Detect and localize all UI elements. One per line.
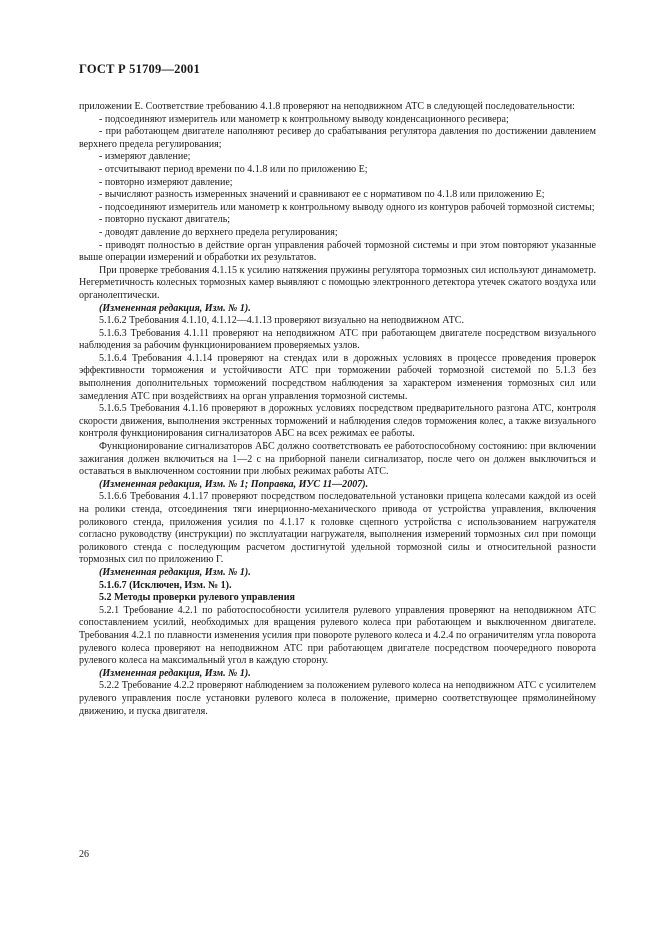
list-item: - измеряют давление; [99, 151, 191, 163]
page-header: ГОСТ Р 51709—2001 [79, 62, 200, 76]
page-number: 26 [79, 849, 89, 860]
paragraph: 5.1.6.6 Требования 4.1.17 проверяют посредством последовательной установки прицепа колесами каждой из осей на ролики стенда, отсоединения тяги инерционно-механического привода от устройства управления, включения роликового стенда, приложения усилия по 4.1.17 к головке сцепного устройства с использованием нагружателя согласно руководству (инструкции) по эксплуатации нагружателя, выполнения измерений тормозных сил при помощи роликового стенда с последующим расчетом достигнутой удельной тормозной силы и относительной разности тормозных сил по приложению Г. [79, 491, 596, 566]
paragraph: Функционирование сигнализаторов АБС должно соответствовать ее работоспособному состоянию: при включении зажигания должен включиться на 1—2 с на приборной панели сигнализатор, после чего он должен выключиться и оставаться в выключенном состоянии при любых режимах работы АТС. [79, 441, 596, 478]
list-item: - подсоединяют измеритель или манометр к контрольному выводу одного из контуров рабочей тормозной системы; [99, 201, 595, 213]
paragraph: 5.1.6.5 Требования 4.1.16 проверяют в дорожных условиях посредством предварительного разгона АТС, контроля скорости движения, выполнения экстренных торможений и наблюдения следов торможения колес, а также визуального контроля функционирования сигнализаторов АБС на всех режимах ее работы. [79, 403, 596, 440]
list-item: - приводят полностью в действие орган управления рабочей тормозной системы и при этом повторяют указанные выше операции измерений и обработки их результатов. [79, 239, 596, 264]
paragraph: 5.2.1 Требование 4.2.1 по работоспособности усилителя рулевого управления проверяют на неподвижном АТС сопоставлением усилий, необходимых для вращения рулевого колеса при работающем и выключенном двигателе. Требования 4.2.1 по плавности изменения усилия при повороте рулевого колеса и 4.2.4 по ограничителям угла поворота рулевого колеса проверяют на неподвижном АТС при работающем двигателе посредством поочередного поворота рулевого колеса на максимальный угол в каждую сторону. [79, 604, 596, 667]
list-item: - вычисляют разность измеренных значений и сравнивают ее с нормативом по 4.1.8 или приложению Е; [99, 189, 545, 201]
list-item: - отсчитывают период времени по 4.1.8 или по приложению Е; [99, 163, 368, 175]
list-item: - подсоединяют измеритель или манометр к контрольному выводу конденсационного ресивера; [99, 113, 509, 125]
list-item: - доводят давление до верхнего предела регулирования; [99, 226, 338, 238]
document-body [79, 101, 596, 718]
list-item: - повторно пускают двигатель; [99, 214, 231, 226]
list-item: - при работающем двигателе наполняют ресивер до срабатывания регулятора давления по достижении давлением верхнего предела регулирования; [79, 126, 596, 150]
amendment-note: (Измененная редакция, Изм. № 1). [99, 566, 251, 578]
amendment-note: (Измененная редакция, Изм. № 1; Поправка, ИУС 11—2007). [99, 478, 369, 490]
paragraph: 5.2.2 Требование 4.2.2 проверяют наблюдением за положением рулевого колеса на неподвижном АТС с усилителем рулевого управления после установки рулевого колеса в положение, примерно соответствующее прямолинейному движению, и пуска двигателя. [79, 680, 596, 717]
excluded-note: 5.1.6.7 (Исключен, Изм. № 1). [99, 579, 232, 591]
paragraph: приложении Е. Соответствие требованию 4.1.8 проверяют на неподвижном АТС в следующей последовательности: [79, 101, 575, 112]
amendment-note: (Измененная редакция, Изм. № 1). [99, 667, 251, 679]
list-item: - повторно измеряют давление; [99, 176, 233, 188]
paragraph: 5.1.6.2 Требования 4.1.10, 4.1.12—4.1.13 проверяют визуально на неподвижном АТС. [99, 315, 464, 327]
paragraph: 5.1.6.4 Требования 4.1.14 проверяют на стендах или в дорожных условиях в процессе проведения проверок эффективности торможения и устойчивости АТС при торможении рабочей тормозной системой по 5.1.3 без выполнения дополнительных торможений посредством наблюдения за характером изменения тормозных сил или замедления АТС при воздействиях на орган управления тормозной системы. [79, 352, 596, 402]
section-heading: 5.2 Методы проверки рулевого управления [99, 592, 295, 604]
amendment-note: (Измененная редакция, Изм. № 1). [99, 302, 251, 314]
paragraph: При проверке требования 4.1.15 к усилию натяжения пружины регулятора тормозных сил используют динамометр. Негерметичность колесных тормозных камер выявляют с помощью электронного детектора утечек сжатого воздуха или органолептически. [79, 264, 596, 301]
paragraph: 5.1.6.3 Требования 4.1.11 проверяют на неподвижном АТС при работающем двигателе посредством визуального наблюдения за рабочим функционированием проверяемых узлов. [79, 327, 596, 352]
